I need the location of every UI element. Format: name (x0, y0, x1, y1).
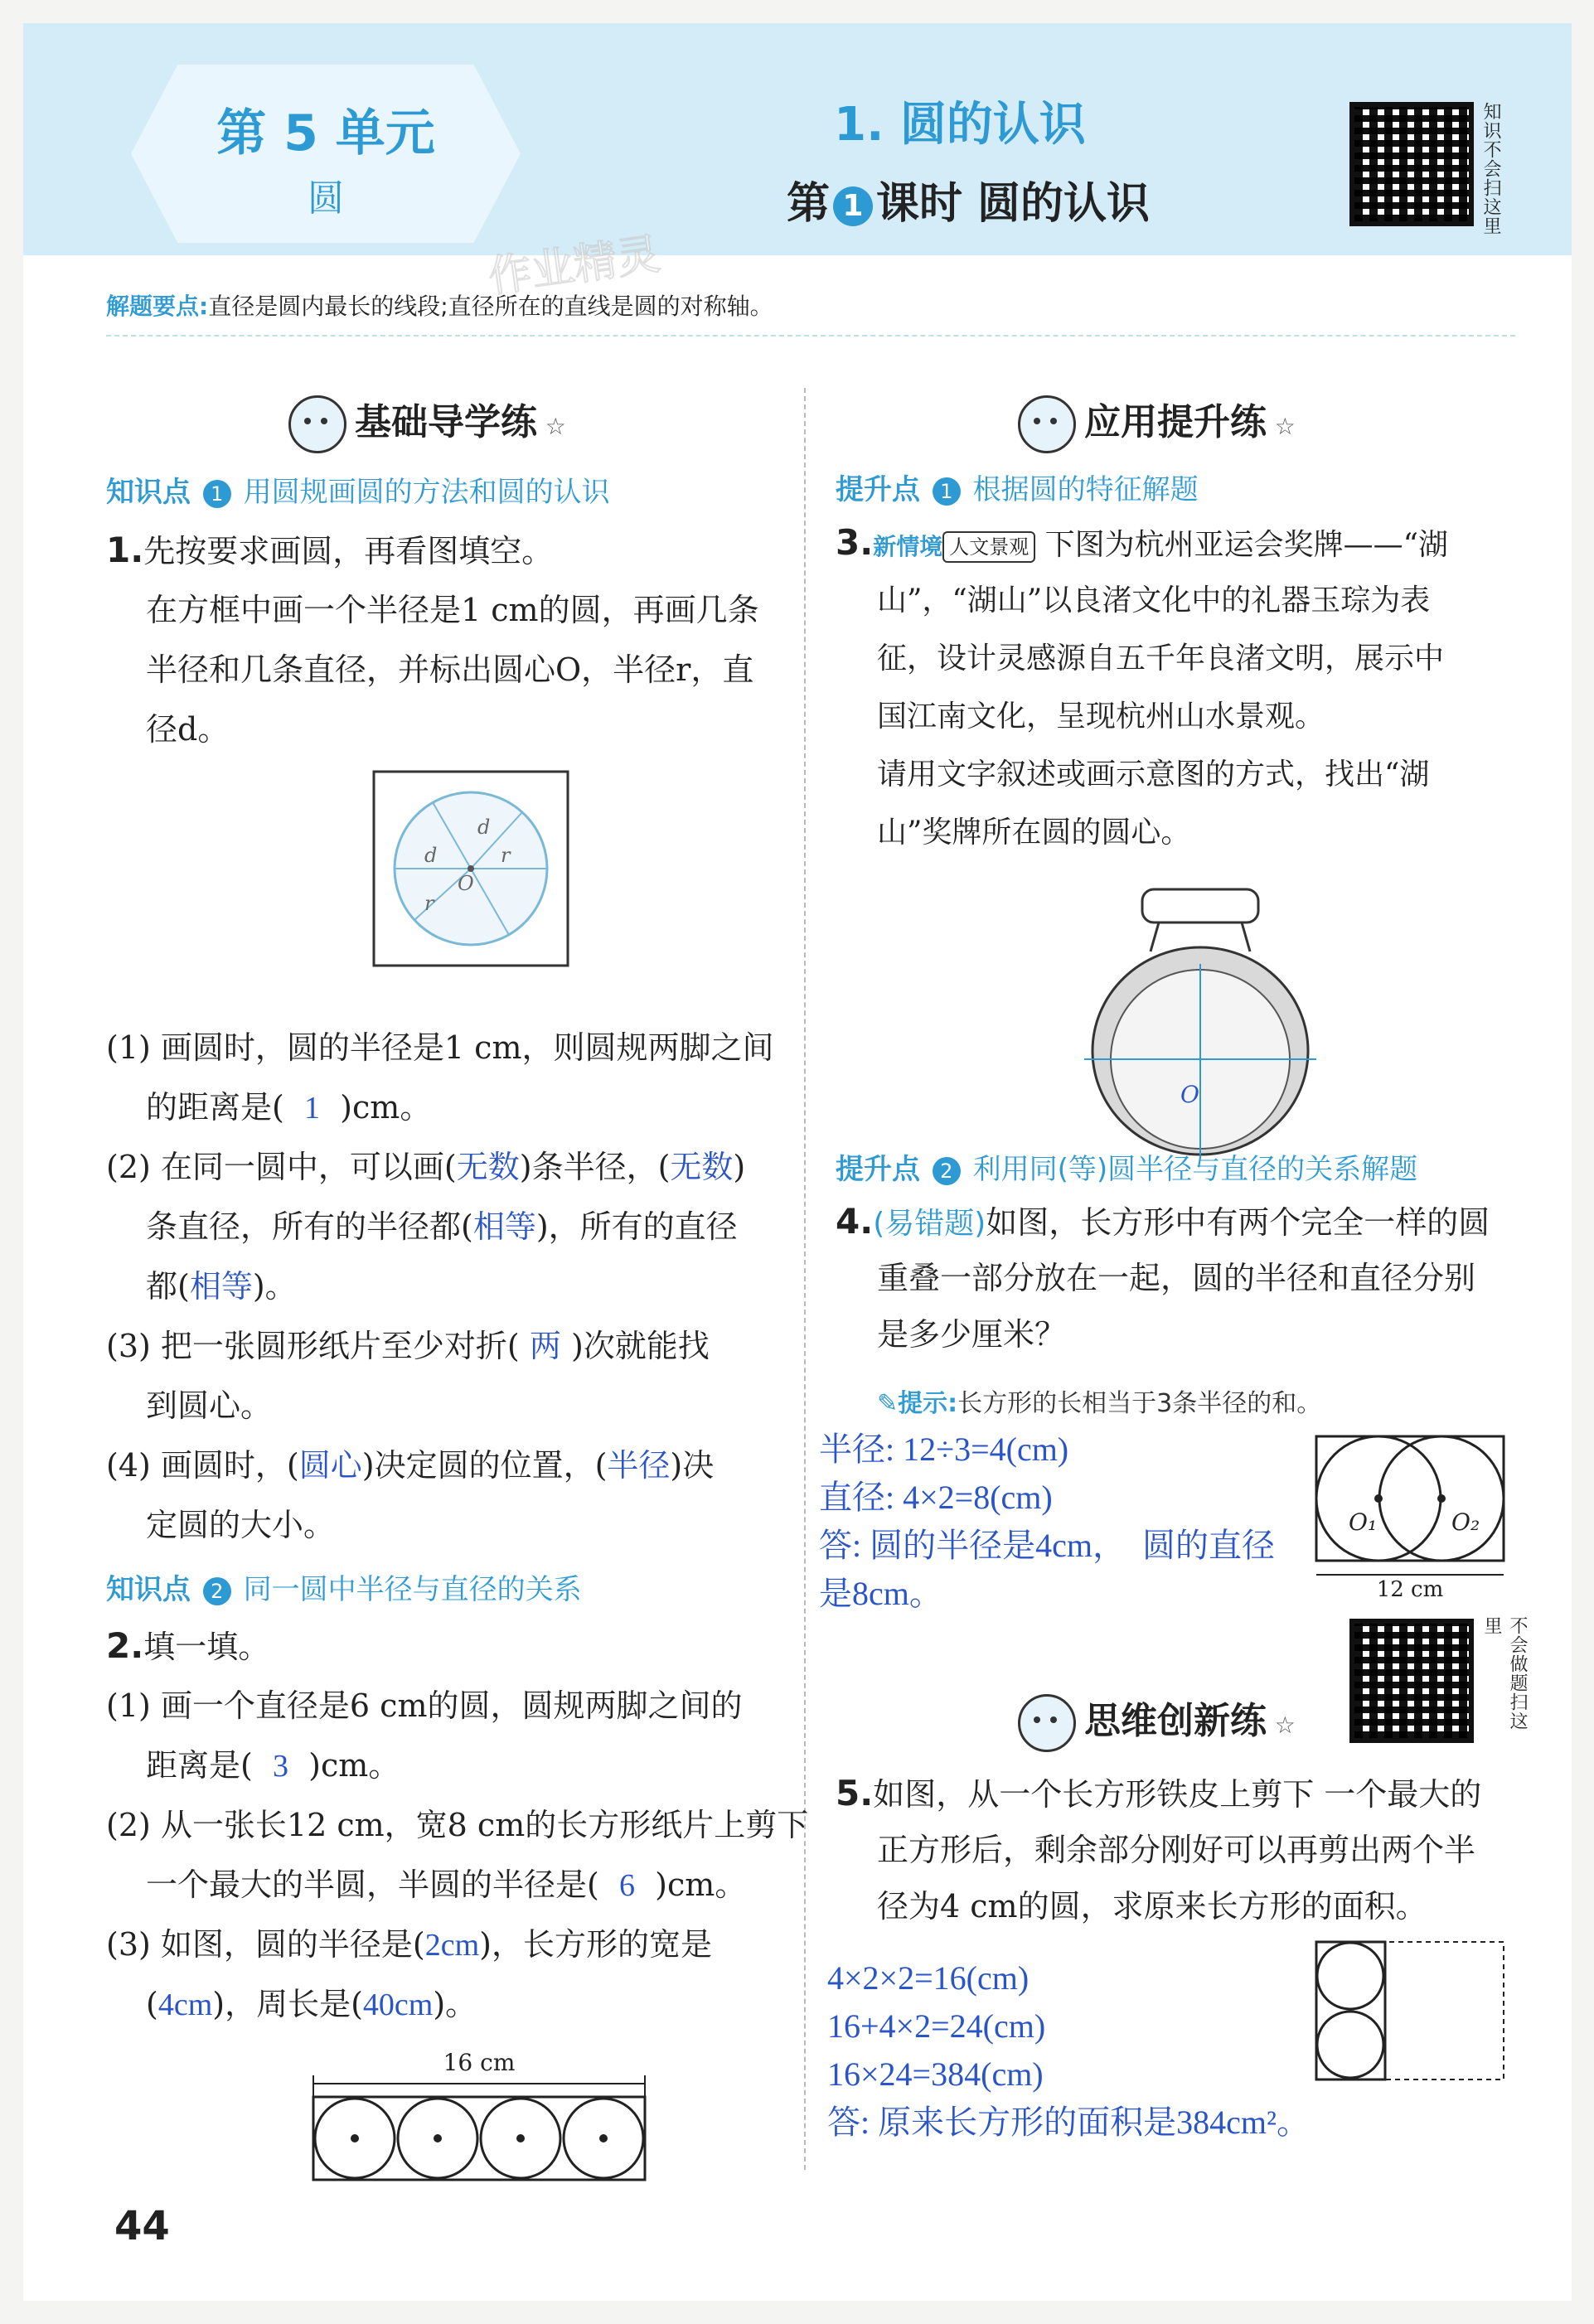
tp-tag: 提升点 (836, 1153, 920, 1186)
q3-line3: 征，设计灵感源自五千年良渚文明，展示中 (877, 642, 1445, 675)
lesson-title: 1. 圆的认识 (834, 98, 1086, 152)
fig-center (468, 865, 474, 872)
unit-title: 第 5 单元 (216, 104, 435, 162)
tp-text: 根据圆的特征解题 (972, 473, 1199, 506)
q1-stem (106, 520, 553, 581)
q4-line2: 重叠一部分放在一起，圆的半径和直径分别 (877, 1260, 1476, 1296)
q1-line4: 径d。 (146, 711, 230, 748)
q5-line1 (836, 1765, 1481, 1823)
lesson-suffix: 课时 圆的认识 (875, 179, 1151, 229)
answer: 无数 (670, 1150, 734, 1185)
q2-number: 2. (106, 1625, 144, 1666)
q2-sub2-line2 (146, 1855, 746, 1915)
section-title-text: 应用提升练 (1084, 401, 1267, 443)
kp-text: 同一圆中半径与直径的关系 (243, 1573, 582, 1606)
q3-new-tag: 新情境 (873, 533, 943, 560)
text: )条半径，( (519, 1149, 671, 1185)
fig-dimension-label: 12 cm (1376, 1577, 1444, 1598)
lesson-subtitle (719, 168, 1217, 230)
tip-label: 解题要点: (106, 293, 209, 320)
section-title-basic (288, 392, 566, 453)
tip-bar (106, 288, 1515, 336)
text: (3) 把一张圆形纸片至少对折( (106, 1328, 520, 1364)
fig-center (351, 2134, 359, 2142)
fig-label: r (424, 892, 434, 915)
q5-line3: 径为4 cm的圆，求原来长方形的面积。 (877, 1888, 1427, 1925)
answer: 无数 (456, 1150, 520, 1185)
star-icon: ☆ (1267, 1712, 1296, 1739)
text: )cm。 (308, 1747, 400, 1784)
kp-num: 1 (203, 480, 231, 508)
answer: 圆心 (298, 1449, 362, 1484)
text: )决 (670, 1447, 715, 1484)
q2-rect-figure (305, 2046, 653, 2186)
kp-tag: 知识点 (106, 476, 191, 509)
star-icon: ☆ (1267, 413, 1296, 440)
fig-circle-1 (1317, 1943, 1383, 2009)
text: (2) 在同一圆中，可以画( (106, 1149, 457, 1185)
fig-rect-outer (1316, 1942, 1504, 2079)
q5-answer-1: 4×2×2=16(cm) (827, 1959, 1030, 1997)
medal-center-label: O (1180, 1081, 1199, 1108)
q1-number: 1. (106, 530, 144, 570)
q5-number: 5. (836, 1773, 874, 1813)
q1-sub1-line1: (1) 画圆时，圆的半径是1 cm，则圆规两脚之间 (106, 1029, 774, 1066)
text: )，周长是( (212, 1986, 363, 2022)
fig-rect (313, 2097, 645, 2180)
answer: 相等 (472, 1210, 536, 1245)
text: )，长方形的宽是 (479, 1926, 712, 1963)
fig-circle-2 (1317, 2012, 1383, 2078)
fig-label-o2: O₂ (1451, 1508, 1480, 1536)
hint-text: 长方形的长相当于3条半径的和。 (957, 1389, 1322, 1418)
section-title-innovate (1018, 1691, 1296, 1752)
tp-text: 利用同(等)圆半径与直径的关系解题 (972, 1153, 1418, 1186)
answer: 3 (273, 1749, 288, 1784)
header-banner (23, 23, 1572, 303)
q4-tag: (易错题) (873, 1207, 986, 1241)
medal-ribbon (1142, 889, 1258, 922)
q5-answer-2: 16+4×2=24(cm) (827, 2007, 1046, 2045)
q1-sub1-line2 (146, 1077, 431, 1138)
watermark: 作业精灵 (485, 229, 663, 303)
text: ) (733, 1149, 746, 1185)
lesson-prefix: 第 (786, 179, 830, 229)
q1-sub2-line1 (106, 1137, 745, 1198)
q4-line3: 是多少厘米？ (877, 1316, 1067, 1353)
improve-point-1 (836, 467, 1199, 507)
text: 距离是( (146, 1747, 253, 1784)
section-title-apply (1018, 392, 1296, 453)
q4-answer-1: 半径: 12÷3=4(cm) (819, 1431, 1069, 1468)
q1-line2: 在方框中画一个半径是1 cm的圆，再画几条 (146, 592, 759, 628)
q1-sub4-line2: 定圆的大小。 (146, 1507, 336, 1543)
fig-label: r (501, 844, 511, 867)
page (23, 23, 1572, 2301)
kp-tag: 知识点 (106, 1573, 191, 1606)
q3-line5: 请用文字叙述或画示意图的方式，找出“湖 (877, 758, 1430, 792)
q2-sub1-line2 (146, 1736, 400, 1796)
q5-figure (1312, 1938, 1511, 2087)
text: )次就能找 (570, 1328, 710, 1364)
q2-stem-text: 填一填。 (143, 1629, 270, 1665)
qr-code-icon[interactable] (1349, 1619, 1474, 1743)
answer: 1 (304, 1091, 320, 1126)
q4-text: 如图，长方形中有两个完全一样的圆 (986, 1204, 1490, 1241)
fig-label-o1: O₁ (1349, 1508, 1378, 1536)
q4-figure (1312, 1432, 1511, 1598)
q5-answer-4: 答: 原来长方形的面积是384cm²。 (827, 2104, 1310, 2141)
text: 一个最大的半圆，半圆的半径是( (146, 1866, 599, 1903)
fig-center (434, 2134, 442, 2142)
answer: 6 (619, 1868, 635, 1903)
answer: 相等 (189, 1270, 253, 1305)
q1-sub3-line1 (106, 1316, 710, 1377)
q3-text: 下图为杭州亚运会奖牌——“湖 (1044, 528, 1449, 562)
fig-label: d (477, 816, 491, 839)
q5-line2: 正方形后，剩余部分刚好可以再剪出两个半 (877, 1832, 1476, 1868)
mascot-icon (1018, 1694, 1076, 1752)
q2-sub3-line1 (106, 1915, 712, 1975)
q4-answer-2: 直径: 4×2=8(cm) (819, 1479, 1053, 1516)
tp-num: 2 (933, 1157, 961, 1185)
text: )。 (433, 1986, 477, 2022)
answer: 两 (529, 1329, 561, 1364)
section-title-text: 基础导学练 (355, 401, 537, 443)
q1-sub2-line3 (146, 1256, 297, 1317)
qr-code-icon[interactable] (1349, 102, 1474, 226)
q4-answer-3: 答: 圆的半径是4cm， 圆的直径 (819, 1527, 1275, 1564)
text: (4) 画圆时，( (106, 1447, 299, 1484)
fig-center (599, 2134, 608, 2142)
q1-sub3-line2: 到圆心。 (146, 1387, 273, 1424)
mascot-icon (1018, 395, 1076, 453)
q1-line3: 半径和几条直径，并标出圆心O，半径r，直 (146, 651, 754, 688)
tp-num: 1 (933, 477, 961, 506)
fig-label: O (458, 872, 474, 895)
unit-subtitle: 圆 (308, 177, 344, 220)
improve-point-2 (836, 1146, 1417, 1187)
fig-label: d (424, 844, 438, 867)
text: )，所有的直径 (535, 1208, 738, 1245)
fig-dimension-label: 16 cm (443, 2049, 516, 2076)
text: )决定圆的位置，( (361, 1447, 608, 1484)
text: )cm。 (655, 1866, 747, 1903)
q3-number: 3. (836, 522, 874, 563)
column-divider (804, 388, 806, 2170)
lesson-number-badge: 1 (833, 186, 873, 226)
q1-stem-text: 先按要求画圆，再看图填空。 (143, 533, 554, 569)
fig-center-1 (1374, 1494, 1383, 1503)
text: 的距离是( (146, 1089, 284, 1126)
q4-answer-4: 是8cm。 (819, 1575, 942, 1612)
qr-caption-mid: 不会做题扫这里 (1481, 1616, 1528, 1731)
q3-line4: 国江南文化，呈现杭州山水景观。 (877, 700, 1325, 734)
text: )。 (252, 1268, 297, 1305)
knowledge-point-1 (106, 469, 610, 510)
q1-sub4-line1 (106, 1436, 714, 1496)
q2-sub1-line1: (1) 画一个直径是6 cm的圆，圆规两脚之间的 (106, 1687, 743, 1724)
q5-text: 如图，从一个长方形铁皮上剪下 一个最大的 (873, 1776, 1482, 1813)
q3-medal-figure (1076, 885, 1325, 1159)
answer: 半径 (607, 1449, 671, 1484)
q4-line1 (836, 1193, 1490, 1252)
q4-number: 4. (836, 1201, 874, 1242)
text: 都( (146, 1268, 190, 1305)
qr-caption-top: 知识不会扫这里 (1480, 102, 1501, 235)
answer: 40cm (362, 1988, 434, 2022)
tip-text: 直径是圆内最长的线段;直径所在的直线是圆的对称轴。 (208, 293, 773, 320)
q1-sub2-line2 (146, 1197, 738, 1257)
mascot-icon (288, 395, 346, 453)
q4-hint (877, 1382, 1321, 1419)
star-icon: ☆ (537, 413, 566, 440)
section-title-text: 思维创新练 (1084, 1700, 1267, 1742)
fig-center (516, 2134, 525, 2142)
q3-line2: 山”，“湖山”以良渚文化中的礼器玉琮为表 (877, 583, 1431, 617)
q3-tag-box: 人文景观 (942, 531, 1035, 563)
q3-line6: 山”奖牌所在圆的圆心。 (877, 816, 1191, 850)
hint-label: 提示: (898, 1389, 958, 1418)
answer: 4cm (157, 1988, 213, 2022)
fig-rect (1316, 1436, 1504, 1561)
fig-center-2 (1437, 1494, 1446, 1503)
q2-stem (106, 1616, 269, 1677)
q5-answer-3: 16×24=384(cm) (827, 2055, 1044, 2093)
answer: 2cm (424, 1928, 480, 1963)
text: (3) 如图，圆的半径是( (106, 1926, 425, 1963)
text: )cm。 (340, 1089, 432, 1126)
knowledge-point-2 (106, 1566, 582, 1607)
kp-num: 2 (203, 1577, 231, 1605)
q2-sub3-line2 (146, 1974, 477, 2035)
text: 条直径，所有的半径都( (146, 1208, 473, 1245)
page-number: 44 (114, 2203, 170, 2249)
q1-circle-figure (371, 769, 570, 968)
text: ( (146, 1986, 158, 2022)
hint-icon: ✎ (877, 1389, 899, 1418)
tp-tag: 提升点 (836, 473, 920, 506)
q2-sub2-line1: (2) 从一张长12 cm，宽8 cm的长方形纸片上剪下 (106, 1807, 809, 1843)
kp-text: 用圆规画圆的方法和圆的认识 (243, 476, 610, 509)
q3-line1 (836, 514, 1448, 576)
